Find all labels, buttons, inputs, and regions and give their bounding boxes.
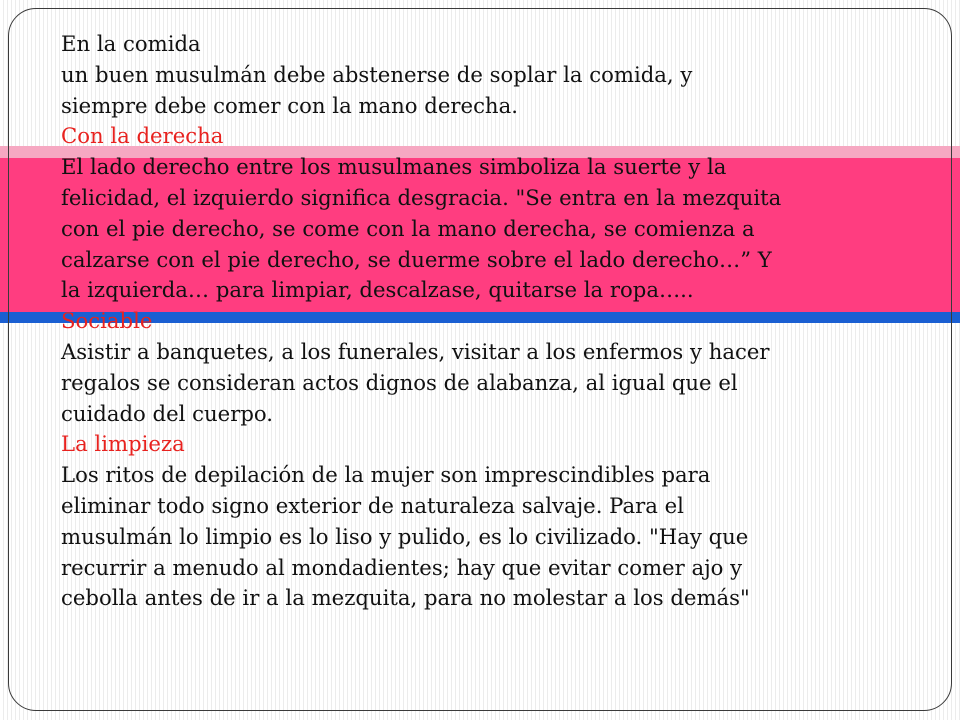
section-heading-la-limpieza: La limpieza [61,431,185,457]
body-line: la izquierda… para limpiar, descalzase, quitarse la ropa….. [61,277,694,303]
body-line: musulmán lo limpio es lo liso y pulido, es lo civilizado. "Hay que [61,523,749,549]
body-line: recurrir a menudo al mondadientes; hay que evitar comer ajo y [61,554,743,580]
body-line: El lado derecho entre los musulmanes simboliza la suerte y la [61,154,727,180]
body-line: calzarse con el pie derecho, se duerme sobre el lado derecho…” Y [61,246,772,272]
body-line: cebolla antes de ir a la mezquita, para no molestar a los demás" [61,585,750,611]
body-line: siempre debe comer con la mano derecha. [61,92,518,118]
section-heading-con-la-derecha: Con la derecha [61,123,224,149]
body-line: un buen musulmán debe abstenerse de soplar la comida, y [61,61,693,87]
body-line: felicidad, el izquierdo significa desgracia. "Se entra en la mezquita [61,184,782,210]
body-line: regalos se consideran actos dignos de alabanza, al igual que el [61,369,738,395]
body-line: con el pie derecho, se come con la mano derecha, se comienza a [61,215,755,241]
body-line: cuidado del cuerpo. [61,400,274,426]
body-line: Asistir a banquetes, a los funerales, visitar a los enfermos y hacer [61,338,770,364]
section-heading-en-la-comida: En la comida [61,31,201,56]
body-line: eliminar todo signo exterior de naturaleza salvaje. Para el [61,492,684,518]
slide-text-body [61,29,921,614]
body-line: Los ritos de depilación de la mujer son imprescindibles para [61,462,711,488]
section-heading-sociable: Sociable [61,308,153,334]
